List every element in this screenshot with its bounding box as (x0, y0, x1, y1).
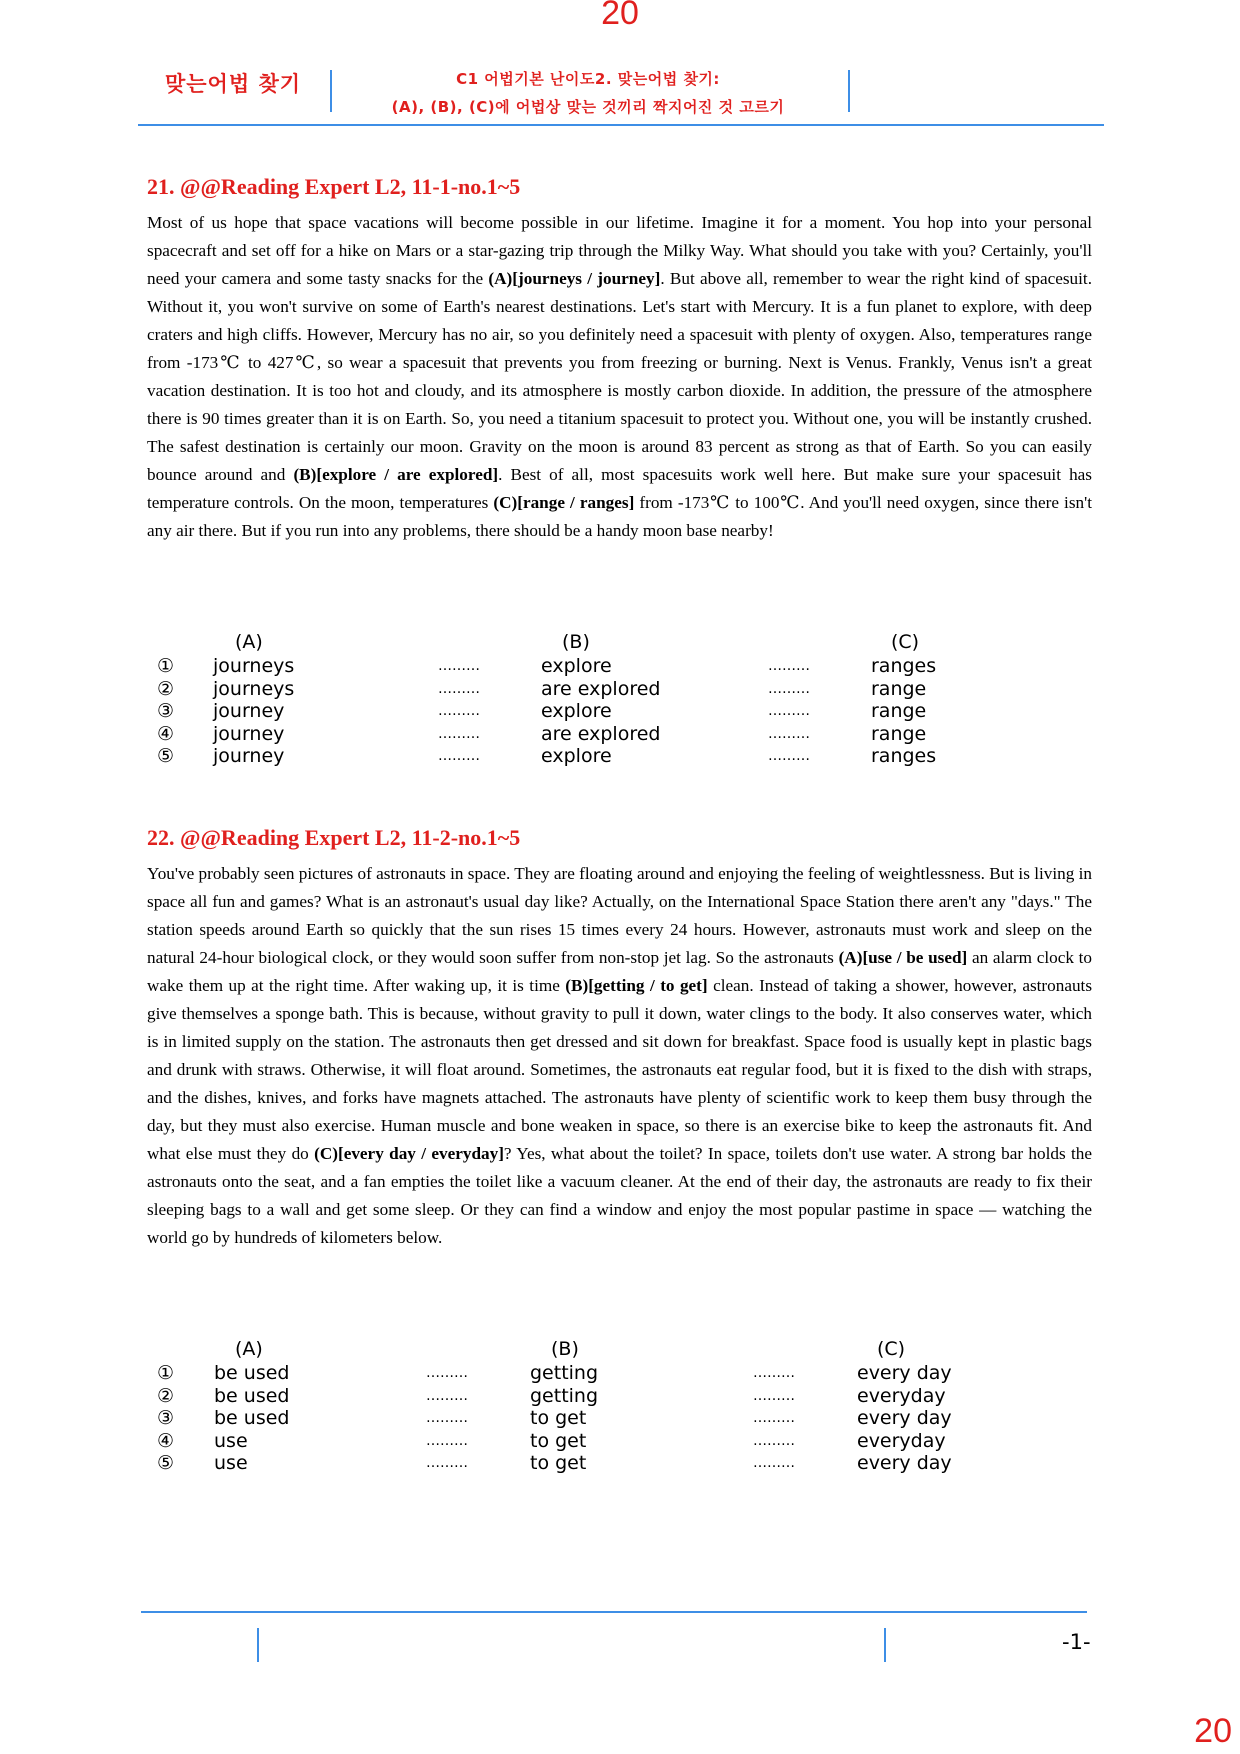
answer-option[interactable] (155, 655, 955, 678)
choices-header (155, 1338, 955, 1362)
passage-text: an alarm clock to wake them up at the right time. After waking up, it is time (147, 948, 1092, 995)
question-passage (147, 860, 1092, 1252)
option-b: to get (530, 1452, 587, 1474)
option-a: journey (213, 722, 285, 745)
option-c: ranges (871, 745, 937, 767)
option-number: ② (157, 677, 175, 700)
column-header-a: (A) (235, 1338, 263, 1360)
leader-dots: ……… (753, 1410, 795, 1426)
option-number: ① (157, 1362, 175, 1384)
question-title: 22. @@Reading Expert L2, 11-2-no.1~5 (147, 825, 521, 850)
option-a: be used (214, 1362, 290, 1384)
blank-a: (A)[journeys / journey] (488, 269, 661, 288)
leader-dots: ……… (438, 725, 480, 742)
column-header-c: (C) (877, 1338, 906, 1360)
footer-divider-right (884, 1628, 886, 1662)
leader-dots: ……… (426, 1365, 468, 1381)
option-b: getting (530, 1384, 599, 1407)
blank-c: (C)[range / ranges] (493, 493, 635, 512)
page-header (138, 60, 1104, 126)
answer-option[interactable] (155, 678, 955, 701)
blank-b: (B)[explore / are explored] (293, 465, 499, 484)
option-a: be used (214, 1384, 290, 1407)
option-b: explore (541, 655, 612, 677)
option-number: ② (157, 1384, 175, 1407)
column-header-b: (B) (562, 631, 590, 653)
passage-text: Most of us hope that space vacations will become possible in our lifetime. Imagine it for a moment. You hop into your personal spacecraft and set off for a hike on Mars or a star-gazing trip through the Milky Way. What should you take with you? Certainly, you'll need your camera and some tasty snacks for the (147, 213, 1092, 288)
option-number: ① (157, 655, 175, 677)
header-category-title: 맞는어법 찾기 (164, 72, 302, 96)
page-number-bottom: 20 (1194, 1712, 1232, 1750)
leader-dots: ……… (753, 1387, 795, 1404)
answer-choices (155, 631, 955, 768)
option-a: use (214, 1429, 248, 1452)
header-divider-right (848, 70, 850, 112)
option-c: ranges (871, 655, 937, 677)
footer-page-label: -1- (1062, 1630, 1091, 1654)
option-a: journeys (213, 655, 295, 677)
option-a: use (214, 1452, 248, 1474)
passage-text: clean. Instead of taking a shower, however, astronauts give themselves a sponge bath. This is because, without gravity to pull it down, water clings to the body. It also conserves water, which is in limited supply on the station. The astronauts then get dressed and sit down for breakfast. Space food is usually kept in plastic bags and drunk with straws. Otherwise, it will float around. Sometimes, the astronauts eat regular food, but it is fixed to the dish with straps, and the dishes, knives, and forks have magnets attached. The astronauts have plenty of scientific work to keep them busy through the day, but they must also exercise. Human muscle and bone weaken in space, so there is an exercise bike to keep the astronauts fit. And what else must they do (147, 976, 1093, 1163)
option-a: journeys (213, 677, 295, 700)
leader-dots: ……… (438, 703, 480, 719)
option-c: every day (857, 1452, 952, 1474)
leader-dots: ……… (753, 1365, 795, 1381)
header-description (328, 65, 848, 121)
answer-option[interactable] (155, 1430, 955, 1453)
leader-dots: ……… (426, 1432, 468, 1449)
footer-rule (141, 1611, 1087, 1613)
answer-option[interactable] (155, 745, 955, 768)
answer-option[interactable] (155, 1452, 955, 1475)
leader-dots: ……… (753, 1432, 795, 1449)
footer-divider-left (257, 1628, 259, 1662)
option-b: to get (530, 1407, 587, 1429)
option-a: journey (213, 700, 285, 722)
leader-dots: ……… (768, 703, 810, 719)
option-c: everyday (857, 1429, 946, 1452)
page-number-top: 20 (601, 0, 639, 32)
option-number: ④ (157, 722, 175, 745)
answer-option[interactable] (155, 700, 955, 723)
answer-option[interactable] (155, 1407, 955, 1430)
leader-dots: ……… (438, 658, 480, 674)
column-header-b: (B) (551, 1338, 579, 1360)
leader-dots: ……… (753, 1455, 795, 1471)
header-description-line2: (A), (B), (C)에 어법상 맞는 것끼리 짝지어진 것 고르기 (391, 98, 785, 116)
passage-text: . But above all, remember to wear the right kind of spacesuit. Without it, you won't survive on some of Earth's nearest destinations. Let's start with Mercury. It is a fun planet to explore, with deep craters and high cliffs. However, Mercury has no air, so you definitely need a spacesuit with plenty of oxygen. Also, temperatures range from -173℃ to 427℃, so wear a spacesuit that prevents you from freezing or burning. Next is Venus. Frankly, Venus isn't a great vacation destination. It is too hot and cloudy, and its atmosphere is mostly carbon dioxide. In addition, the pressure of the atmosphere there is 90 times greater than it is on Earth. So, you need a titanium spacesuit to protect you. Without one, you will be instantly crushed. The safest destination is certainly our moon. Gravity on the moon is around 83 percent as strong as that of Earth. So you can easily bounce around and (147, 269, 1092, 484)
passage-text: . Best of all, most spacesuits work well here. But make sure your spacesuit has temperature controls. On the moon, temperatures (147, 465, 1092, 512)
passage-text: ? Yes, what about the toilet? In space, toilets don't use water. A strong bar holds the astronauts onto the seat, and a fan empties the toilet like a vacuum cleaner. At the end of their day, the astronauts are ready to fix their sleeping bags to a wall and get some sleep. Or they can find a window and enjoy the most popular pastime in space — watching the world go by hundreds of kilometers below. (147, 1144, 1092, 1247)
leader-dots: ……… (426, 1387, 468, 1404)
passage-text: from -173℃ to 100℃. And you'll need oxygen, since there isn't any air there. But if you run into any problems, there should be a handy moon base nearby! (147, 493, 1092, 540)
leader-dots: ……… (426, 1455, 468, 1471)
question-title: 21. @@Reading Expert L2, 11-1-no.1~5 (147, 174, 521, 199)
option-c: every day (857, 1407, 952, 1429)
column-header-a: (A) (235, 631, 263, 653)
answer-option[interactable] (155, 1385, 955, 1408)
answer-option[interactable] (155, 723, 955, 746)
option-b: are explored (541, 677, 661, 700)
leader-dots: ……… (768, 748, 810, 764)
option-c: range (871, 677, 927, 700)
option-c: range (871, 700, 927, 722)
column-header-c: (C) (891, 631, 920, 653)
answer-option[interactable] (155, 1362, 955, 1385)
option-a: be used (214, 1407, 290, 1429)
leader-dots: ……… (768, 658, 810, 674)
leader-dots: ……… (426, 1410, 468, 1426)
option-c: range (871, 722, 927, 745)
option-a: journey (213, 745, 285, 767)
blank-a: (A)[use / be used] (838, 948, 968, 967)
option-c: everyday (857, 1384, 946, 1407)
answer-choices (155, 1338, 955, 1475)
leader-dots: ……… (768, 680, 810, 697)
option-b: are explored (541, 722, 661, 745)
option-number: ③ (157, 700, 175, 722)
option-number: ⑤ (157, 1452, 175, 1474)
leader-dots: ……… (438, 748, 480, 764)
leader-dots: ……… (768, 725, 810, 742)
option-c: every day (857, 1362, 952, 1384)
choices-header (155, 631, 955, 655)
option-b: explore (541, 700, 612, 722)
question-passage (147, 209, 1092, 545)
option-number: ④ (157, 1429, 175, 1452)
blank-c: (C)[every day / everyday] (314, 1144, 504, 1163)
header-description-line1: C1 어법기본 난이도2. 맞는어법 찾기: (456, 70, 720, 88)
passage-text: You've probably seen pictures of astronauts in space. They are floating around and enjoying the feeling of weightlessness. But is living in space all fun and games? What is an astronaut's usual day like? Actually, on the International Space Station there aren't any "days." The station speeds around Earth so quickly that the sun rises 15 times every 24 hours. However, astronauts must work and sleep on the natural 24-hour biological clock, or they would soon suffer from non-stop jet lag. So the astronauts (147, 864, 1092, 967)
option-number: ⑤ (157, 745, 175, 767)
leader-dots: ……… (438, 680, 480, 697)
option-b: to get (530, 1429, 587, 1452)
option-b: getting (530, 1362, 599, 1384)
option-number: ③ (157, 1407, 175, 1429)
option-b: explore (541, 745, 612, 767)
blank-b: (B)[getting / to get] (565, 976, 708, 995)
